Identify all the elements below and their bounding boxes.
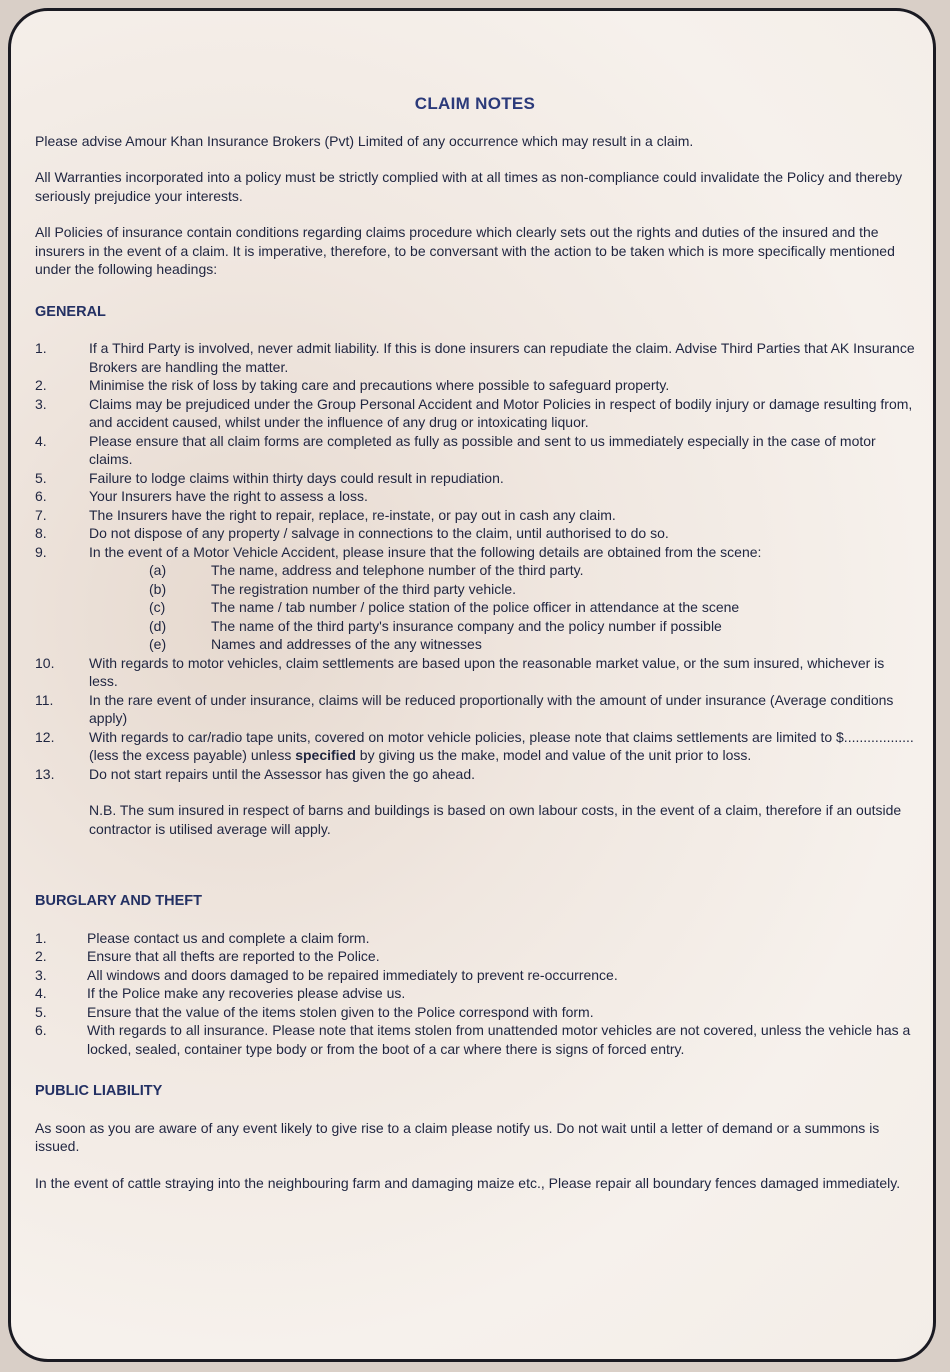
public-liability-paragraph: As soon as you are aware of any event likely to give rise to a claim please notify us. Do not wait until a letter of demand or a summons is issued. <box>35 1119 880 1154</box>
list-item <box>35 984 915 1003</box>
sub-item-letter: (a) <box>149 562 167 578</box>
sub-list-item <box>149 580 915 599</box>
list-item <box>35 339 915 376</box>
list-item <box>35 376 915 395</box>
item-number: 2. <box>35 948 47 964</box>
item-number: 11. <box>35 691 54 708</box>
sub-item-text: The name, address and telephone number of the third party. <box>211 562 584 578</box>
item-number: 8. <box>35 525 47 541</box>
sub-list-item <box>149 635 915 654</box>
item-text: With regards to all insurance. Please note that items stolen from unattended motor vehicles are not covered, unless the vehicle has a locked, sealed, container type body or from the boot of a car where there is signs of forced entry. <box>87 1022 911 1057</box>
item-number: 2. <box>35 377 47 393</box>
nb-note: N.B. The sum insured in respect of barns and buildings is based on own labour costs, in the event of a claim, therefore if an outside contractor is utilised average will apply. <box>89 802 902 837</box>
section-heading-public-liability: PUBLIC LIABILITY <box>35 1083 163 1099</box>
list-item <box>35 469 915 488</box>
item-number: 3. <box>35 395 47 412</box>
list-item <box>35 432 915 469</box>
item-text-part: With regards to car/radio tape units, covered on motor vehicle policies, please note that claims settlements are limited to $.................. (less the excess payable) unless <box>89 728 914 763</box>
list-item <box>35 1021 915 1058</box>
item-number: 1. <box>35 340 47 356</box>
intro-paragraph: All Warranties incorporated into a policy must be strictly complied with at all times as non-compliance could invalidate the Policy and thereby seriously prejudice your interests. <box>35 169 903 204</box>
item-text: Do not start repairs until the Assessor has given the go ahead. <box>89 765 476 782</box>
item-number: 5. <box>35 1003 47 1020</box>
spacer <box>35 838 915 868</box>
item-text: Your Insurers have the right to assess a loss. <box>89 488 368 504</box>
sub-item-text: Names and addresses of the any witnesses <box>211 636 482 652</box>
burglary-list <box>35 929 915 1059</box>
item-number: 10. <box>35 654 55 671</box>
item-text-part: by giving us the make, model and value of the unit prior to loss. <box>355 747 752 763</box>
list-item <box>35 395 915 432</box>
page-title: CLAIM NOTES <box>414 94 536 113</box>
list-item <box>35 487 915 506</box>
sub-item-letter: (b) <box>149 580 167 597</box>
list-item <box>35 765 915 784</box>
item-text: With regards to motor vehicles, claim settlements are based upon the reasonable market value, or the sum insured, whichever is less. <box>89 654 885 689</box>
section-heading-general: GENERAL <box>35 303 106 320</box>
intro-paragraph: Please advise Amour Khan Insurance Brokers (Pvt) Limited of any occurrence which may result in a claim. <box>35 132 694 149</box>
item-number: 3. <box>35 966 47 983</box>
item-text: All windows and doors damaged to be repaired immediately to prevent re-occurrence. <box>87 966 618 983</box>
item-text: If a Third Party is involved, never admit liability. If this is done insurers can repudiate the claim. Advise Third Parties that AK Insurance Brokers are handling the matter. <box>89 340 915 375</box>
intro-paragraph: All Policies of insurance contain conditions regarding claims procedure which clearly sets out the rights and duties of the insured and the insurers in the event of a claim. It is imperative, therefore, to be conversant with the action to be taken which is more specifically mentioned under the following headings: <box>35 224 895 277</box>
item-number: 4. <box>35 432 47 449</box>
sub-list-item <box>149 598 915 617</box>
sub-item-letter: (c) <box>149 599 166 615</box>
item-text: The Insurers have the right to repair, replace, re-instate, or pay out in cash any claim. <box>89 506 616 523</box>
list-item <box>35 543 915 562</box>
item-text: Please ensure that all claim forms are completed as fully as possible and sent to us immediately especially in the case of motor claims. <box>89 432 876 467</box>
section-heading-burglary: BURGLARY AND THEFT <box>35 893 203 909</box>
item-number: 1. <box>35 929 47 946</box>
list-item <box>35 506 915 525</box>
item-text: Please contact us and complete a claim form. <box>87 929 370 946</box>
item-number: 6. <box>35 488 47 504</box>
list-item <box>35 966 915 985</box>
item-text: Failure to lodge claims within thirty days could result in repudiation. <box>89 469 504 486</box>
item-text: Ensure that all thefts are reported to the Police. <box>87 948 380 964</box>
sub-item-text: The registration number of the third party vehicle. <box>211 580 517 597</box>
item-text: Ensure that the value of the items stolen given to the Police correspond with form. <box>87 1003 594 1020</box>
document-content <box>35 95 915 1210</box>
item-text: Do not dispose of any property / salvage in connections to the claim, until authorised to do so. <box>89 525 669 541</box>
sub-item-text: The name of the third party's insurance company and the policy number if possible <box>211 617 722 634</box>
general-list <box>35 339 915 783</box>
sub-list-item <box>149 617 915 636</box>
item-text: If the Police make any recoveries please advise us. <box>87 985 406 1001</box>
sub-item-letter: (d) <box>149 617 167 634</box>
item-number: 5. <box>35 469 47 486</box>
list-item <box>35 1003 915 1022</box>
item-text: In the event of a Motor Vehicle Accident, please insure that the following details are obtained from the scene: <box>89 543 762 560</box>
sub-list-item <box>149 561 915 580</box>
item-text: Minimise the risk of loss by taking care and precautions where possible to safeguard property. <box>89 377 670 393</box>
item-number: 4. <box>35 985 47 1001</box>
document-page <box>8 8 936 1362</box>
sub-item-letter: (e) <box>149 636 167 652</box>
list-item <box>35 524 915 543</box>
item-text: Claims may be prejudiced under the Group Personal Accident and Motor Policies in respect of bodily injury or damage resulting from, and accident caused, whilst under the influence of any drug or intoxicating liquor. <box>89 395 913 430</box>
item-text: In the rare event of under insurance, claims will be reduced proportionally with the amount of under insurance (Average conditions apply) <box>89 691 894 726</box>
list-item <box>35 947 915 966</box>
item-number: 7. <box>35 506 47 523</box>
public-liability-paragraph: In the event of cattle straying into the neighbouring farm and damaging maize etc., Please repair all boundary fences damaged immediately. <box>35 1174 901 1191</box>
list-item <box>35 654 915 691</box>
item-number: 9. <box>35 543 47 560</box>
item-text <box>89 728 915 765</box>
sub-item-text: The name / tab number / police station of the police officer in attendance at the scene <box>211 599 740 615</box>
item-number: 6. <box>35 1022 47 1038</box>
item-number: 12. <box>35 728 55 745</box>
list-item <box>35 691 915 728</box>
item-number: 13. <box>35 765 55 782</box>
list-item <box>35 929 915 948</box>
item-text-bold: specified <box>295 747 356 763</box>
list-item <box>35 728 915 765</box>
